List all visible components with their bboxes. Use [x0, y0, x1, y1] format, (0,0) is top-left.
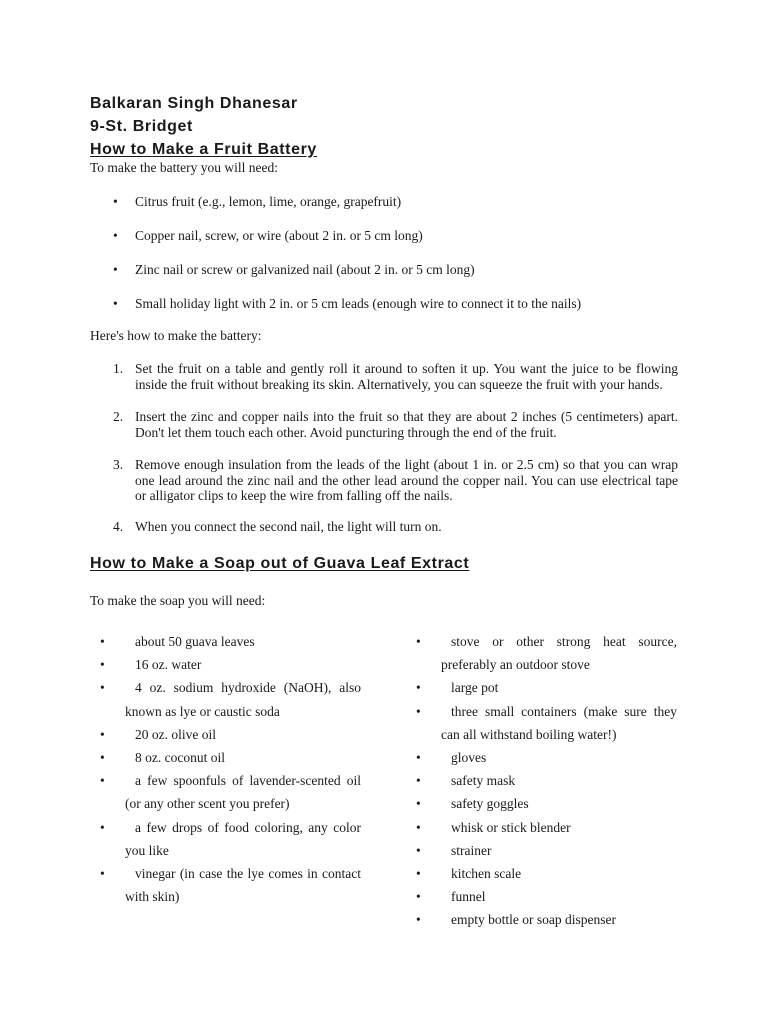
bullet-icon: •: [416, 703, 421, 719]
step-number: 4.: [113, 519, 124, 534]
list-item: • safety mask: [416, 769, 677, 792]
list-item: • 8 oz. coconut oil: [100, 746, 361, 769]
step-text: Insert the zinc and copper nails into the fruit so that they are about 2 inches (5 centimeters) apart. Don't let them touch each other. Avoid puncturing through the end of the fruit.: [135, 409, 678, 440]
list-item: • empty bottle or soap dispenser: [416, 908, 677, 931]
list-item: • whisk or stick blender: [416, 816, 677, 839]
step-number: 3.: [113, 457, 124, 472]
list-item: • gloves: [416, 746, 677, 769]
materials-item-text: Zinc nail or screw or galvanized nail (about 2 in. or 5 cm long): [135, 262, 475, 277]
bullet-icon: •: [100, 657, 105, 673]
battery-intro: To make the battery you will need:: [90, 160, 278, 175]
step-text: Set the fruit on a table and gently roll it around to soften it up. You want the juice to be flowing inside the fruit without breaking its skin. Alternatively, you can squeeze the fruit with your hands.: [135, 361, 678, 392]
bullet-icon: •: [100, 634, 105, 649]
step-item: [113, 519, 678, 535]
step-item: [113, 457, 678, 504]
step-text: When you connect the second nail, the light will turn on.: [135, 519, 442, 534]
bullet-icon: •: [416, 680, 421, 696]
list-item: • stove or other strong heat source, preferably an outdoor stove: [416, 630, 677, 676]
bullet-icon: •: [416, 842, 421, 858]
step-text: Remove enough insulation from the leads of the light (about 1 in. or 2.5 cm) so that you can wrap one lead around the zinc nail and the other lead around the copper nail. You can use electrical tape or alligator clips to keep the wire from falling off the nails.: [135, 457, 678, 503]
author-name: Balkaran Singh Dhanesar: [90, 95, 298, 112]
list-item: • large pot: [416, 676, 677, 699]
bullet-icon: •: [416, 750, 421, 766]
bullet-icon: •: [100, 819, 105, 835]
bullet-icon: •: [416, 866, 421, 882]
bullet-icon: •: [100, 726, 105, 742]
step-item: [113, 361, 678, 392]
bullet-icon: •: [113, 296, 118, 311]
list-item: • 20 oz. olive oil: [100, 723, 361, 746]
bullet-icon: •: [100, 750, 105, 766]
list-item: • about 50 guava leaves: [100, 630, 361, 653]
list-item: • safety goggles: [416, 792, 677, 815]
bullet-icon: •: [113, 262, 118, 277]
list-item: • funnel: [416, 885, 677, 908]
bullet-icon: •: [416, 889, 421, 905]
materials-item-text: Copper nail, screw, or wire (about 2 in. or 5 cm long): [135, 228, 423, 243]
soap-intro: To make the soap you will need:: [90, 593, 266, 608]
list-item: • a few drops of food coloring, any color you like: [100, 816, 361, 862]
materials-item-text: Small holiday light with 2 in. or 5 cm leads (enough wire to connect it to the nails): [135, 296, 582, 311]
materials-item-text: Citrus fruit (e.g., lemon, lime, orange, grapefruit): [135, 194, 402, 209]
bullet-icon: •: [416, 796, 421, 812]
bullet-icon: •: [100, 866, 105, 882]
bullet-icon: •: [416, 912, 421, 928]
list-item: • three small containers (make sure they can all withstand boiling water!): [416, 700, 677, 746]
bullet-icon: •: [416, 634, 421, 649]
battery-title: How to Make a Fruit Battery: [90, 141, 317, 158]
bullet-icon: •: [100, 680, 105, 696]
bullet-icon: •: [416, 773, 421, 789]
step-number: 1.: [113, 361, 124, 376]
bullet-icon: •: [113, 228, 118, 243]
steps-intro: Here's how to make the battery:: [90, 328, 262, 343]
bullet-icon: •: [100, 773, 105, 789]
soap-materials-left: [100, 630, 361, 908]
step-item: [113, 409, 678, 440]
bullet-icon: •: [416, 819, 421, 835]
class-name: 9-St. Bridget: [90, 118, 193, 135]
soap-title: How to Make a Soap out of Guava Leaf Extract: [90, 555, 470, 572]
list-item: • strainer: [416, 839, 677, 862]
list-item: • 16 oz. water: [100, 653, 361, 676]
list-item: • kitchen scale: [416, 862, 677, 885]
list-item: • vinegar (in case the lye comes in contact with skin): [100, 862, 361, 908]
soap-materials-right: [416, 630, 677, 932]
list-item: • a few spoonfuls of lavender-scented oil (or any other scent you prefer): [100, 769, 361, 815]
step-number: 2.: [113, 409, 124, 424]
bullet-icon: •: [113, 194, 118, 209]
list-item: • 4 oz. sodium hydroxide (NaOH), also known as lye or caustic soda: [100, 676, 361, 722]
